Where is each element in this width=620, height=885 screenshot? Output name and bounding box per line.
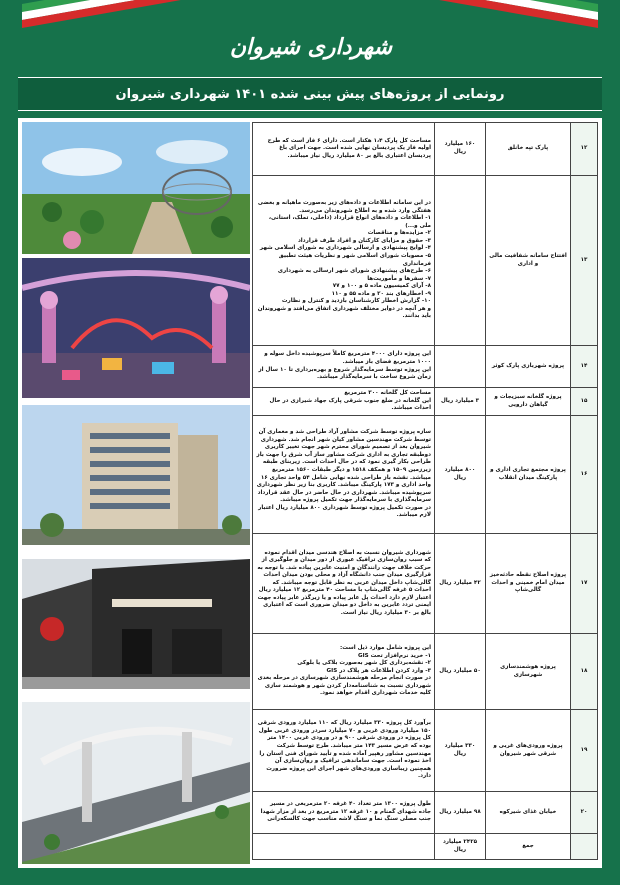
flag-ribbon-left [22,0,222,32]
project-cost: ۸۰۰ میلیارد ریال [435,416,486,534]
project-name: پروژه مجتمع تجاری اداری و پارکینگ میدان انقلاب [486,416,571,534]
total-number-cell [571,834,598,860]
flag-ribbon-right [398,0,598,32]
project-description: این پروژه شامل موارد ذیل است: ۱- خرید نرم‌افزار تحت GIS ۲- نقشه‌برداری کل شهر به‌صورت بلاکی یا بلوکی ۳- وارد کردن اطلاعات هر پلاک در GIS در صورت انجام مرحله هوشمندسازی شهرسازی در مرحله بعدی شهرداری نسبت به شناسنامه‌دار کردن شهر و هوشمند سازی کلیه خدمات شهرداری اقدام خواهد نمود. [253,634,435,710]
content-panel [18,118,602,868]
project-name: افتتاح سامانه شفافیت مالی و اداری [486,176,571,346]
table-row [253,792,598,834]
total-cost: ۲۴۲۵ میلیارد ریال [435,834,486,860]
projects-table [252,122,598,860]
table-row [253,534,598,634]
photo-park-render [22,122,250,254]
total-row [253,834,598,860]
table-row [253,388,598,416]
photo-commercial-building [22,405,250,545]
photo-column [22,122,250,864]
project-cost [435,176,486,346]
page-headline: رونمایی از پروژه‌های پیش بینی شده ۱۴۰۱ شهرداری شیروان [115,86,505,102]
project-description: شهرداری شیروان نسبت به اصلاح هندسی میدان اقدام نموده که سبب روان‌سازی ترافیک عبوری از دور میدان و جلوگیری از حرکت خلاف جهت رانندگان و امنیت عابرین پیاده شد. با توجه به قرارگیری میدان جنب دانشگاه آزاد و محلی بودن میدان احداث گالی‌شاپ داخل میدان عربی به نظر قابل توجه میباشد. که احداث ۵ غرفه گالی‌شاپ با مساحت ۴۰ مترمربع ۱۲ میلیارد ریال اعتبار لازم دارد احداث پل عابر پیاده و یا زیرگذر عابر پیاده جهت ایمنی تردد عابرین به داخل دو میدان ضروری است که اعتباری بالغ بر ۳۰ میلیارد ریال نیاز است. [253,534,435,634]
project-cost [435,346,486,388]
table-row [253,123,598,176]
row-number: ۱۳ [571,176,598,346]
project-cost: ۴۲ میلیارد ریال [435,534,486,634]
project-cost: ۳ میلیارد ریال [435,388,486,416]
project-description: برآورد کل پروژه ۳۳۰ میلیارد ریال که ۱۱۰ میلیارد ورودی شرقی ۱۵۰ میلیارد ورودی غربی و ۷۰ میلیارد سردر ورودی غربی طول کل پروژه در ورودی شرقی ۹۰۰ و در ورودی غربی ۱۴۰۰ متر بوده که عرض مسیر ۱۴۳ متر میباشد. طرح توسط شرکت مهندسین مشاور رهپیر آماده شده و تأیید شورای فنی استان را اخذ نموده است. جهت ساماندهی ترافیک و روان‌سازی آن همچنین زیباسازی ورودی‌های شهر اجرای این پروژه ضرورت دارد. [253,710,435,792]
project-name: پروژه شهربازی پارک کوثر [486,346,571,388]
photo-amusement-park [22,258,250,398]
municipality-logo [195,26,427,68]
project-name: خیابان غذای شیرکوه [486,792,571,834]
project-name: پروژه هوشمندسازی شهرسازی [486,634,571,710]
table-row [253,634,598,710]
project-name: پارک تپه خانلق [486,123,571,176]
total-label: جمع [486,834,571,860]
photo-city-entrance [22,702,250,864]
project-description: سازه پروژه توسط شرکت مشاور آراد طراحی شد و معماری آن توسط شرکت مهندسین مشاور کیان شهر انجام شد. شهرداری شیروان بعد از تصمیم شورای محترم شهر جهت تغییر کاربری دوطبقه تجاری به اداری شرکت مشاور ساز آب شرق را جهت باز طراحی بکار گیری نمود که در حال احداث است. زیربنای طبقه زیرزمین ۱۵۰۹ و همکف ۱۵۱۸ و دیگر طبقات ۱۵۶۰ مترمربع میباشد. نقشه باز طراحی شده نهایی شامل ۵۴ واحد تجاری ۱۶ واحد اداری و ۱۷۳ پارکینگ میباشد. کاربری بنا زیر نظر شهرداری سرپوشیده میباشد. شهرداری در حال حاضر در حال عقد قرارداد سرمایه‌گذاری با سرمایه‌گذار جهت تکمیل پروژه میباشد. در صورت تکمیل پروژه توسط شهرداری ۸۰۰ میلیارد ریال اعتبار لازم میباشد. [253,416,435,534]
table-row [253,346,598,388]
table-row [253,176,598,346]
row-number: ۱۸ [571,634,598,710]
table-row [253,416,598,534]
row-number: ۱۶ [571,416,598,534]
project-description: این پروژه دارای ۴۰۰۰ مترمربع کاملاً سرپوشیده داخل سوله و ۱۰۰۰ مترمربع فضای باز میباشد. این پروژه توسط سرمایه‌گذار شروع و بهره‌برداری تا ۱۰ سال از زمان شروع ساخت با سرمایه‌گذار میباشد. [253,346,435,388]
project-cost: ۳۳۰ میلیارد ریال [435,710,486,792]
project-name: پروژه اصلاح نقطه حادثه‌خیز میدان امام خمینی و احداث گالی‌شاپ [486,534,571,634]
headline-bar [18,77,602,111]
photo-coffee-shop [22,559,250,689]
project-description: مساحت کل پارک ۱،۴ هکتار است. دارای ۶ فاز است که طرح اولیه فاز یک پردیسان نهایی شده است. جهت اجرای باغ پردیسان اعتباری بالغ بر ۸۰ میلیارد ریال نیاز میباشد. [253,123,435,176]
row-number: ۱۹ [571,710,598,792]
row-number: ۱۵ [571,388,598,416]
row-number: ۱۲ [571,123,598,176]
total-description-cell [253,834,435,860]
project-cost: ۵۰ میلیارد ریال [435,634,486,710]
row-number: ۲۰ [571,792,598,834]
table-row [253,710,598,792]
logo-text: شهرداری شیروان [229,34,393,60]
project-description: مساحت کل گلخانه ۳۰۰ مترمربع این گلخانه در ضلع جنوب شرقی پارک جهاد شیرازی در حال احداث میباشد. [253,388,435,416]
project-cost: ۹۸ میلیارد ریال [435,792,486,834]
project-cost: ۱۶۰ میلیارد ریال [435,123,486,176]
row-number: ۱۷ [571,534,598,634]
project-name: پروژه گلخانه سبزیجات و گیاهان دارویی [486,388,571,416]
project-description: در این سامانه اطلاعات و داده‌های زیر به‌صورت ماهیانه و بعضی هفتگی وارد شده و به اطلاع شهروندان می‌رسد. ۱- اطلاعات و داده‌های انواع قرارداد (داخلی، تملک، استانی، ملی و...) ۲- مزایده‌ها و مناقصات ۳- حقوق و مزایای کارکنان و افراد طرف قرارداد ۴- لوایح پیشنهادی و ارسالی شهرداری به شورای اسلامی شهر ۵- مصوبات شورای اسلامی شهر و نظریات هیئت تطبیق فرمانداری ۶- طرح‌های پیشنهادی شورای شهر ارسالی به شهرداری ۷- سفرها و مأموریت‌ها ۸- آرای کمیسیون ماده ۵ و ۱۰۰ و ۷۷ ۹- اخطارهای بند ۲۰ و ماده ۵۵ و ۱۱۰ ۱۰- گزارش اخطار کارشناسان بازدید و کنترل و نظارت و هر آنچه در دوایر مختلف شهرداری اتفاق می‌افتد و شهروندان باید بدانند. [253,176,435,346]
row-number: ۱۴ [571,346,598,388]
project-description: طول پروژه ۱۳۰۰ متر تعداد ۴۰ غرفه ۲۰ مترمربعی در مسیر جاده شهدای گمنام و ۱۰ غرفه ۱۲ مترمربع در بعد از مزار شهدا جنب مصلی سنگ نما و سنگ لاشه مناسب جهت کالسکه‌رانی [253,792,435,834]
project-name: پروژه ورودی‌های غربی و شرقی شهر شیروان [486,710,571,792]
